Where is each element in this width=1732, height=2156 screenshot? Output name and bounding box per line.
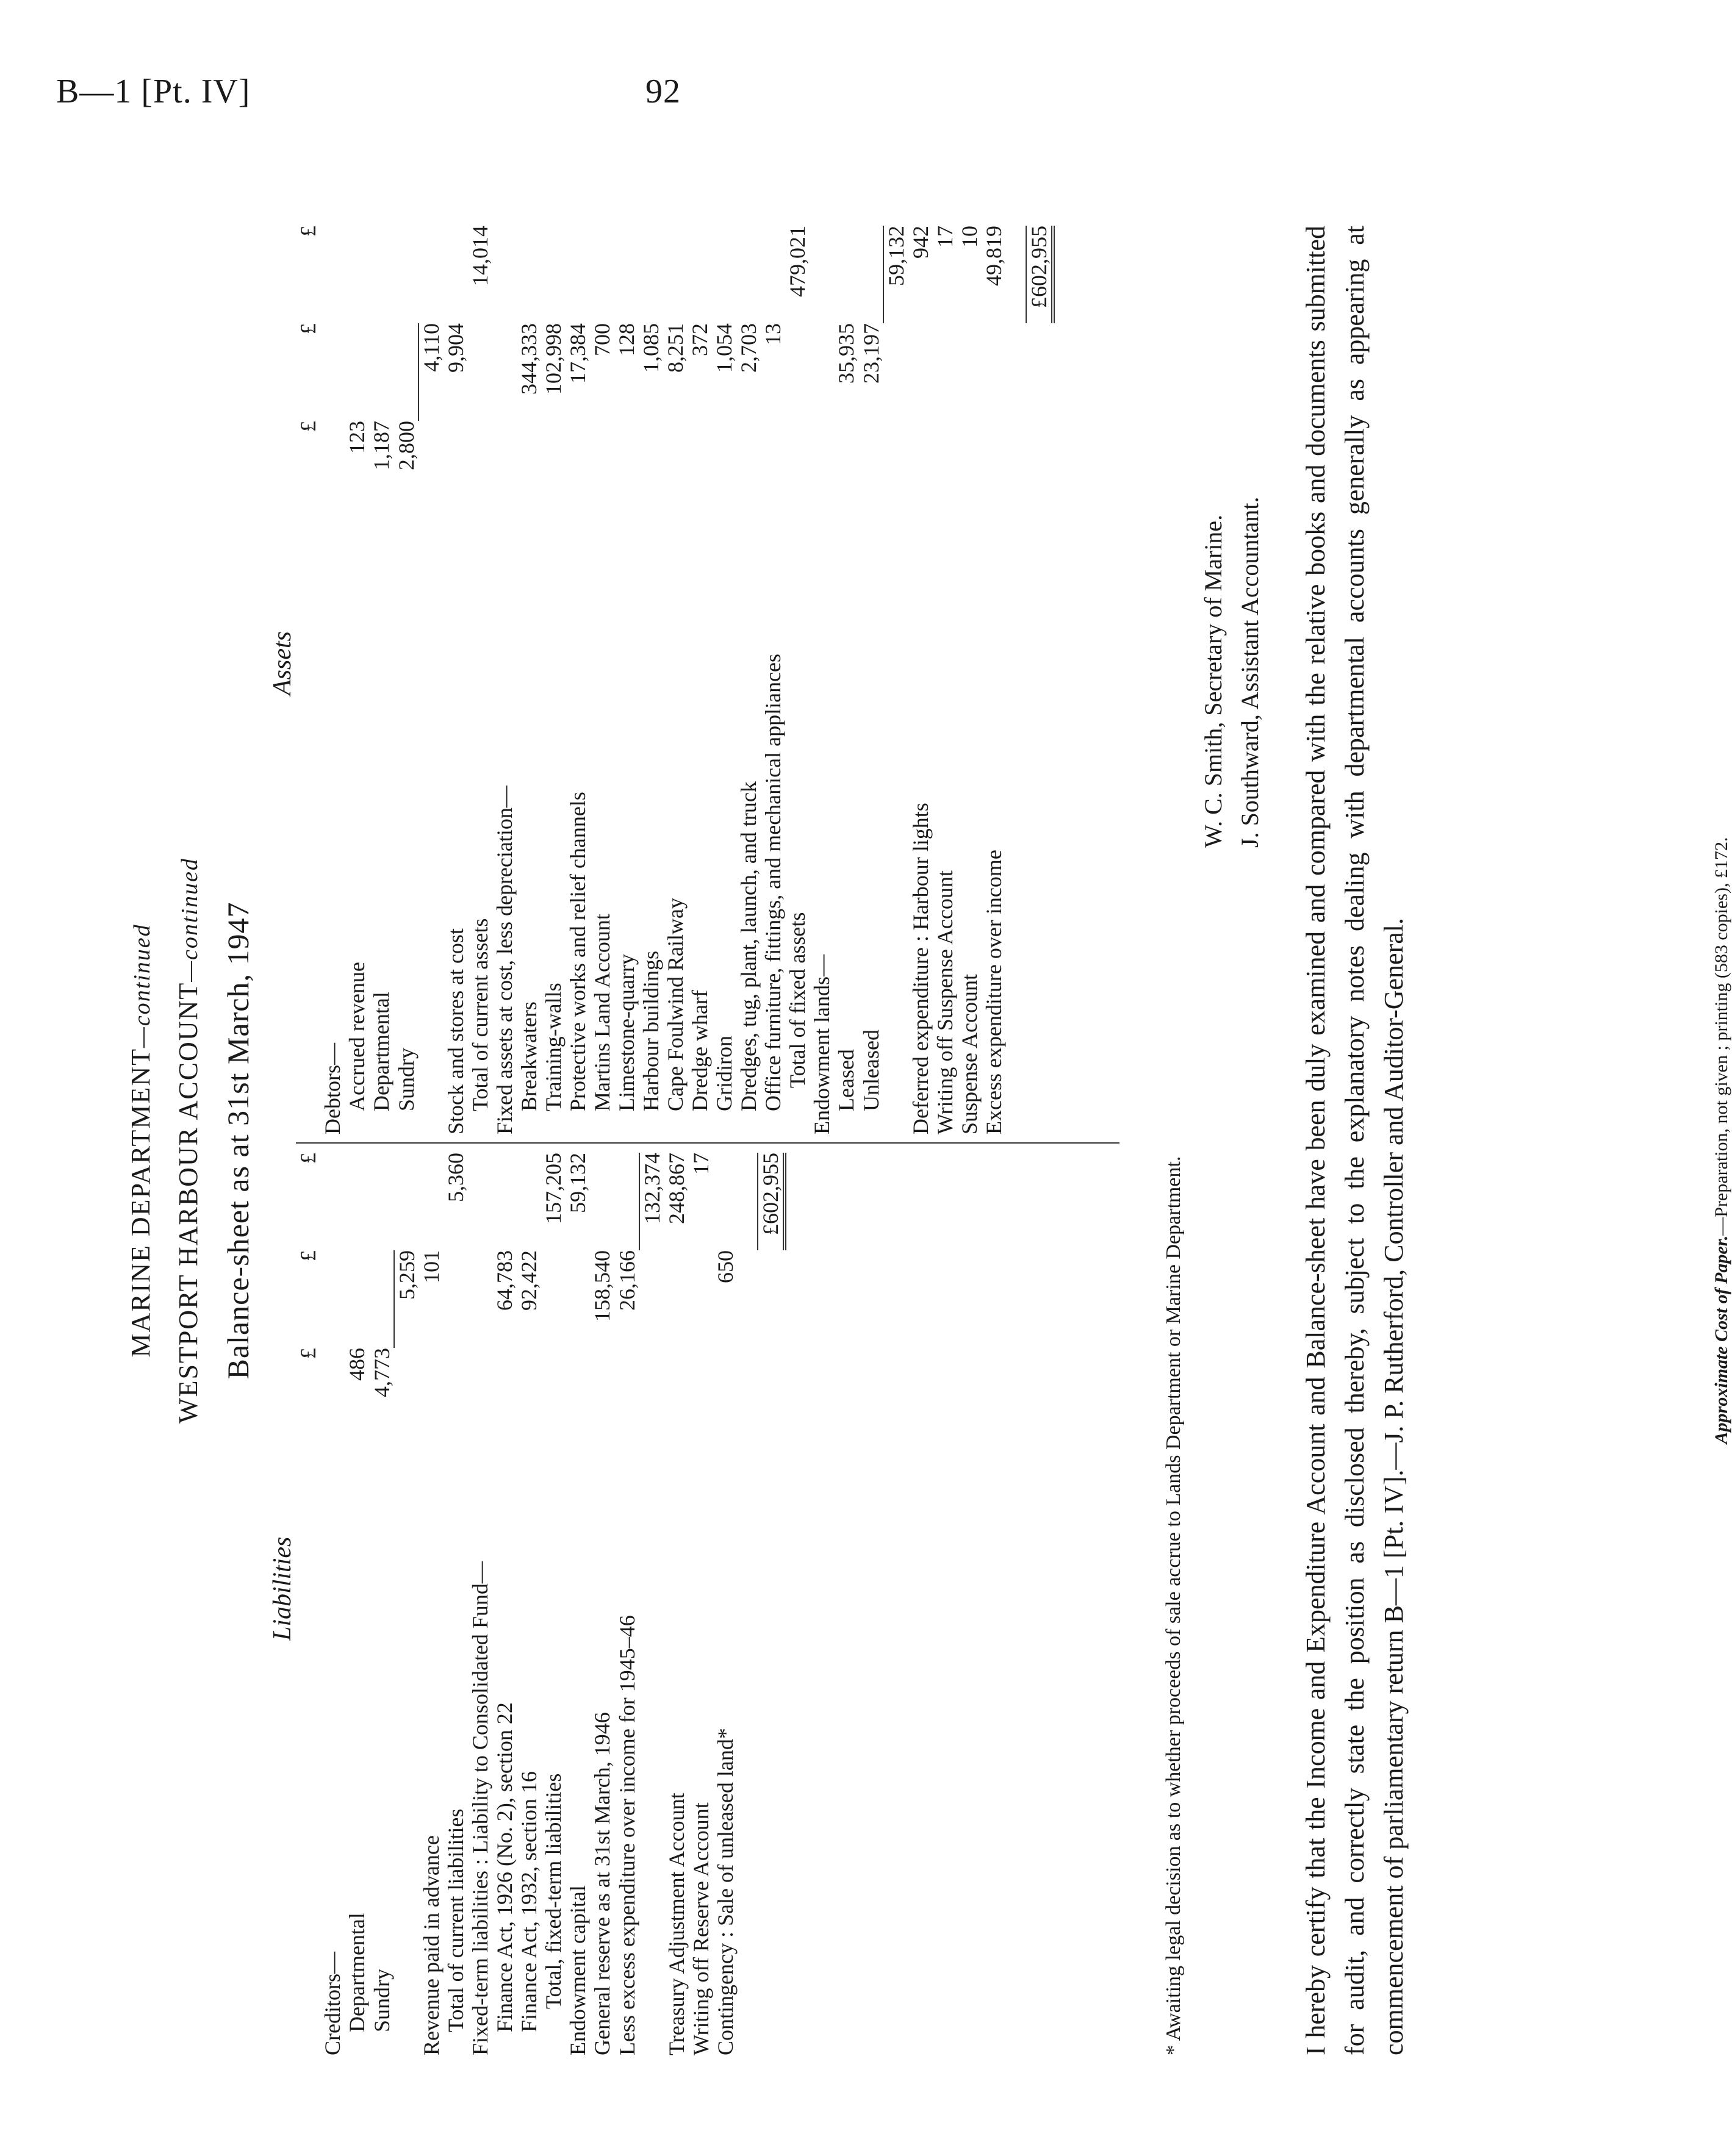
page-reference: B—1 [Pt. IV] [56,73,251,110]
assets-row [345,226,369,1134]
liabilities-row-amount [320,1348,345,1445]
assets-row-amount [858,226,883,323]
liabilities-row-label: Contingency : Sale of unleased land* [713,1728,738,2055]
assets-row-label: Departmental [369,992,393,1111]
assets-row-amount [393,226,419,323]
audit-certificate: I hereby certify that the Income and Expenditure Account and Balance-sheet have been duly examined and compared with the relative books and documents submitted for audit, and correctly state the position as disclosed thereby, subject to the explanatory notes dealing with departmental accounts generally as appearing at commencement of parliamentary return B—1 [Pt. IV].—J. P. Rutherford, Controller and Auditor-General. [1301,226,1409,2055]
liabilities-row-amount: 248,867 [664,1153,689,1224]
liabilities-row-amount: 158,540 [590,1250,614,1322]
assets-row [663,226,688,1134]
assets-row-label: Suspense Account [957,974,982,1134]
assets-row-amount [492,323,517,421]
assets-row-amount [590,226,614,323]
assets-row-label: Cape Foulwind Railway [663,898,688,1111]
liabilities-row-amount [444,1348,468,1445]
assets-row-amount: 1,187 [369,421,393,470]
liabilities-row-amount: 59,132 [566,1153,590,1213]
assets-row-amount [393,323,419,421]
assets-row [566,226,590,1134]
assets-currency-row [296,226,320,1134]
liabilities-row-amount [541,1250,566,1348]
assets-row-amount: 123 [345,421,369,454]
assets-row-amount [736,421,761,518]
assets-row-amount [541,226,566,323]
assets-row-amount [908,421,933,518]
assets-row-amount [982,421,1006,518]
liabilities-total-row [758,1153,785,2055]
liabilities-row [566,1153,590,2055]
assets-row-label: Total of fixed assets [785,912,810,1088]
liabilities-row [639,1153,664,2055]
assets-row-amount [712,226,736,323]
liabilities-row-amount [664,1348,689,1445]
assets-row-amount [345,323,369,421]
assets-row-amount: 17 [933,226,957,248]
assets-row-amount: 13 [761,323,785,345]
assets-row-amount: 1,054 [712,323,736,373]
liabilities-row-label: Creditors— [320,1952,345,2055]
assets-row [858,226,883,1134]
assets-row-amount [834,226,858,323]
assets-row-amount [785,323,810,421]
liabilities-row-amount [468,1153,492,1250]
assets-row-amount [933,421,957,518]
assets-row [785,226,810,1134]
liabilities-row-amount [517,1348,541,1445]
assets-row-label: Harbour buildings [639,951,663,1111]
signature-accountant: J. Southward, Assistant Accountant. [1236,496,1263,848]
assets-row-label: Training-walls [541,983,566,1111]
liabilities-row-amount: 17 [689,1153,713,1175]
liabilities-row-label: General reserve as at 31st March, 1946 [590,1712,614,2055]
assets-row-label: Sundry [394,1047,419,1111]
assets-row [639,226,663,1134]
liabilities-currency-blank [296,1445,320,2055]
assets-row-amount: 14,014 [468,226,492,286]
liabilities-row-amount [444,1250,468,1348]
liabilities-currency-row [296,1153,320,2055]
assets-row-amount: 102,998 [541,323,566,395]
liabilities-heading: Liabilities [268,1536,296,1641]
assets-total: £602,955 [1026,226,1053,323]
assets-row-amount [761,226,785,323]
assets-row-label: Fixed assets at cost, less depreciation— [492,786,517,1134]
liabilities-row-amount: 64,783 [492,1250,517,1311]
liabilities-row-label: Writing off Reserve Account [689,1802,713,2055]
assets-row-amount: 4,110 [419,323,444,421]
account-title [173,226,204,2055]
assets-row-amount [933,323,957,421]
liabilities-row-amount [689,1250,713,1348]
assets-row-amount: 1,085 [639,323,663,373]
liabilities-currency-symbol: £ [296,1250,320,1261]
assets-row-amount: 700 [590,323,614,356]
assets-row [810,226,834,1134]
assets-row [736,226,761,1134]
assets-row-amount [957,421,982,518]
liabilities-row-amount: 5,360 [444,1153,468,1202]
assets-row-amount [444,421,468,518]
assets-row-label: Unleased [859,1030,883,1111]
assets-row-label: Excess expenditure over income [982,850,1006,1134]
assets-row-amount [810,421,834,518]
liabilities-row-amount: 157,205 [541,1153,566,1224]
liabilities-row [689,1153,713,2055]
assets-row-amount [566,421,590,518]
assets-row [419,226,444,1134]
liabilities-row-amount [394,1348,419,1445]
assets-row-amount [785,421,810,518]
assets-row [834,226,858,1134]
liabilities-row-amount [369,1250,394,1348]
assets-row-amount: 372 [688,323,712,356]
assets-row-amount [736,226,761,323]
assets-row-amount [320,323,345,421]
assets-row-label: Deferred expenditure : Harbour lights [908,803,933,1134]
assets-row-amount: 479,021 [785,226,810,297]
liabilities-row-amount [590,1348,614,1445]
assets-row-amount: 49,819 [982,226,1006,286]
assets-row [957,226,982,1134]
liabilities-row [320,1153,345,2055]
assets-row-amount: 9,904 [444,323,468,373]
assets-row-amount [883,323,908,421]
liabilities-row [394,1153,419,2055]
assets-row-label: Breakwaters [517,1001,541,1111]
liabilities-row-amount: 650 [713,1250,738,1283]
liabilities-row-amount: 5,259 [394,1250,419,1348]
department-title [125,226,156,2055]
assets-row-amount [541,421,566,518]
assets-row [590,226,614,1134]
assets-row-amount [810,323,834,421]
liabilities-row-label: Finance Act, 1926 (No. 2), section 22 [492,1702,517,2032]
liabilities-spacer [738,1153,758,2055]
assets-row-label: Stock and stores at cost [444,928,468,1134]
liabilities-row-amount: 26,166 [615,1250,639,1311]
assets-row-amount [639,226,663,323]
liabilities-row-amount: 486 [345,1348,369,1381]
assets-row-amount [517,421,541,518]
assets-row-amount: 59,132 [883,226,908,323]
liabilities-row-amount [639,1250,664,1348]
department-name: MARINE DEPARTMENT [126,1048,156,1358]
assets-currency-symbol: £ [296,323,320,334]
assets-row-amount [492,226,517,323]
assets-row [688,226,712,1134]
liabilities-table [296,1153,786,2055]
liabilities-row-label: Endowment capital [566,1885,590,2055]
assets-row-amount [566,226,590,323]
liabilities-row-amount [419,1153,444,1250]
assets-row-amount [444,226,468,323]
assets-row-amount [688,421,712,518]
liabilities-row-amount: 101 [419,1250,444,1283]
assets-row-amount: 23,197 [859,323,883,384]
liabilities-row-amount [492,1153,517,1250]
assets-row-amount: 942 [908,226,933,259]
liabilities-row-amount [639,1348,664,1445]
assets-row-label [883,518,908,1134]
account-name: WESTPORT HARBOUR ACCOUNT [173,981,203,1424]
column-divider [296,1142,1119,1144]
assets-row-amount [614,421,639,518]
liabilities-row [444,1153,468,2055]
liabilities-row-amount: 4,773 [370,1348,394,1397]
assets-row [320,226,345,1134]
assets-row-amount [639,421,663,518]
assets-row-amount [468,323,492,421]
assets-row-amount [761,421,785,518]
liabilities-row-amount [614,1348,639,1445]
assets-row-label: Gridiron [712,1036,736,1111]
liabilities-currency-symbol: £ [296,1348,320,1359]
assets-row-amount [419,226,444,323]
liabilities-row [468,1153,492,2055]
liabilities-row-amount [345,1153,369,1250]
liabilities-row-amount [492,1348,517,1445]
liabilities-row [517,1153,541,2055]
assets-spacer [1006,226,1026,1134]
assets-row-amount [345,226,369,323]
liabilities-row-amount [590,1153,614,1250]
liabilities-row-label: Total, fixed-term liabilities [541,1773,566,2009]
assets-row-amount: 128 [614,323,639,356]
assets-row-amount [320,421,345,518]
assets-row-amount [369,226,393,323]
assets-row-amount [834,421,858,518]
assets-row-amount: 2,703 [736,323,761,373]
liabilities-row-amount [689,1348,713,1445]
assets-row-label: Leased [834,1049,858,1111]
sheet-title: Balance-sheet as at 31st March, 1947 [221,901,255,1380]
cost-label: Approximate Cost of Paper. [1711,1235,1731,1444]
assets-total-row [1026,226,1053,1134]
liabilities-row [614,1153,639,2055]
assets-row-label: Endowment lands— [810,954,834,1134]
footnote: * Awaiting legal decision as to whether proceeds of sale accrue to Lands Department or Marine Department. [1162,1156,1185,2055]
liabilities-row-label [394,1445,419,2055]
assets-row [369,226,393,1134]
assets-row-amount: 17,384 [566,323,590,384]
assets-row-amount [369,323,393,421]
assets-row-label: Total of current assets [468,918,492,1111]
assets-row [614,226,639,1134]
assets-row [933,226,957,1134]
assets-row-amount [883,421,908,518]
liabilities-currency-symbol: £ [296,1153,320,1164]
liabilities-row-label: Sundry [370,1968,394,2032]
assets-row-amount [419,421,444,518]
assets-row [492,226,517,1134]
assets-row [761,226,785,1134]
liabilities-row-amount: 132,374 [639,1153,664,1250]
liabilities-row-amount [345,1250,369,1348]
liabilities-row [419,1153,444,2055]
liabilities-row [369,1153,394,2055]
assets-row [908,226,933,1134]
assets-row-amount [492,421,517,518]
assets-row-amount [663,226,688,323]
assets-currency-symbol: £ [296,226,320,237]
assets-row-amount [810,226,834,323]
assets-row [393,226,419,1134]
liabilities-row [492,1153,517,2055]
liabilities-row-label: Less excess expenditure over income for 1945–46 [615,1615,639,2055]
account-continued: —continued [177,858,203,982]
assets-row-amount: 344,333 [517,323,541,395]
assets-currency-symbol: £ [296,421,320,432]
liabilities-row-amount [566,1250,590,1348]
liabilities-row [664,1153,689,2055]
assets-row-amount [614,226,639,323]
assets-row [444,226,468,1134]
assets-row [517,226,541,1134]
signature-secretary: W. C. Smith, Secretary of Marine. [1199,514,1227,848]
liabilities-row [541,1153,566,2055]
assets-row-amount [908,323,933,421]
liabilities-row-amount [614,1153,639,1250]
liabilities-row-label: Finance Act, 1932, section 16 [517,1771,541,2032]
department-continued: —continued [129,923,155,1048]
assets-row [883,226,908,1134]
assets-row [982,226,1006,1134]
liabilities-row-amount [541,1348,566,1445]
assets-row [712,226,736,1134]
assets-row-amount [590,421,614,518]
liabilities-row [713,1153,738,2055]
assets-row-amount: 8,251 [663,323,688,373]
assets-row-amount: 2,800 [394,421,419,470]
rotated-balance-sheet [125,226,1731,2055]
assets-row-label: Office furniture, fittings, and mechanical appliances [761,653,785,1111]
assets-row-label: Dredges, tug, plant, launch, and truck [736,781,761,1111]
assets-row-amount: 10 [957,226,982,248]
liabilities-total: £602,955 [758,1153,785,1250]
liabilities-row [590,1153,614,2055]
cost-text: —Preparation, not given ; printing (583 copies), £172. [1711,837,1731,1236]
assets-row-label [419,518,444,1134]
assets-row [541,226,566,1134]
assets-row [468,226,492,1134]
liabilities-row-amount [320,1153,345,1250]
liabilities-row-amount [517,1153,541,1250]
cost-of-paper [1711,226,1732,2055]
assets-row-label: Protective works and relief channels [566,792,590,1111]
liabilities-row-amount [394,1153,419,1250]
assets-row-amount [957,323,982,421]
liabilities-row-amount [320,1250,345,1348]
assets-heading: Assets [268,631,296,695]
liabilities-row-label: Treasury Adjustment Account [664,1792,689,2055]
page-number: 92 [645,73,681,110]
liabilities-row-amount [566,1348,590,1445]
assets-row-amount [320,226,345,323]
assets-currency-blank [296,518,320,1134]
assets-row-amount [688,226,712,323]
assets-row-amount [712,421,736,518]
assets-row-label: Dredge wharf [688,990,712,1111]
assets-row-amount [858,421,883,518]
liabilities-row-label: Revenue paid in advance [419,1835,444,2055]
assets-row-amount [982,323,1006,421]
liabilities-row-label: Departmental [345,1913,369,2032]
liabilities-row-amount [468,1250,492,1348]
liabilities-row-label [639,1445,664,2055]
assets-row-amount [468,421,492,518]
assets-row-label: Martins Land Account [590,914,614,1111]
liabilities-row-amount [369,1153,394,1250]
liabilities-row-amount: 92,422 [517,1250,541,1311]
assets-row-amount [663,421,688,518]
liabilities-row [345,1153,369,2055]
liabilities-row-amount [713,1348,738,1445]
assets-row-amount: 35,935 [834,323,858,384]
assets-table [296,226,1055,1134]
liabilities-row-amount [713,1153,738,1250]
liabilities-row-amount [419,1348,444,1445]
liabilities-row-label: Total of current liabilities [444,1808,468,2032]
assets-row-label: Writing off Suspense Account [933,870,957,1134]
assets-row-label: Debtors— [320,1043,345,1134]
liabilities-row-amount [468,1348,492,1445]
liabilities-row-label: Fixed-term liabilities : Liability to Consolidated Fund— [468,1561,492,2055]
assets-row-label: Accrued revenue [345,962,369,1111]
assets-row-amount [517,226,541,323]
assets-row-label: Limestone-quarry [614,954,639,1111]
liabilities-row-amount [664,1250,689,1348]
